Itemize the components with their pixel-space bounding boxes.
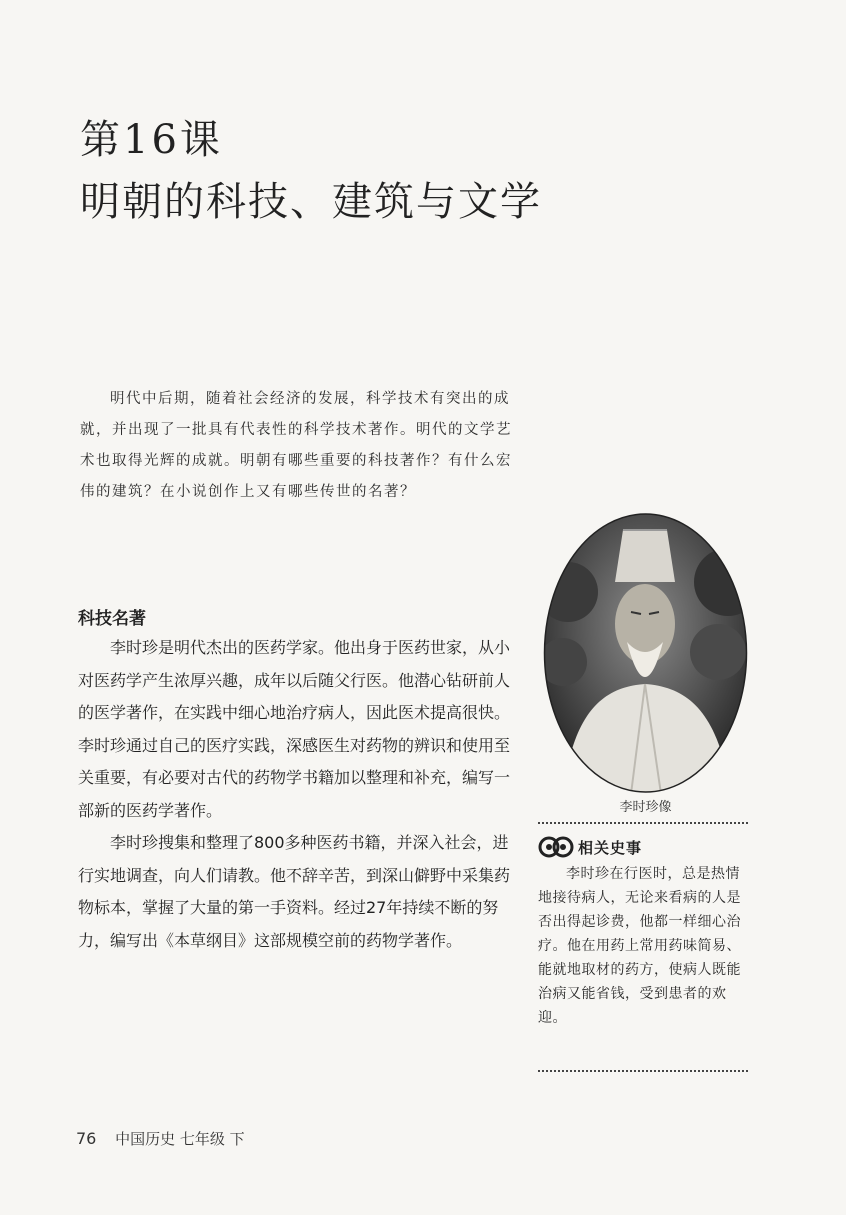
section-heading: 科技名著 (78, 609, 146, 629)
page-number: 76 (76, 1129, 97, 1148)
body-paragraph-1: 李时珍是明代杰出的医药学家。他出身于医药世家，从小对医药学产生浓厚兴趣，成年以后随父行医。他潜心钻研前人的医学著作，在实践中细心地治疗病人，因此医术提高很快。李时珍通过自己的医疗实践，深感医生对药物的辨识和使用至关重要，有必要对古代的药物学书籍加以整理和补充，编写一部新的医药学著作。 (78, 638, 511, 820)
intro-paragraph: 明代中后期，随着社会经济的发展，科学技术有突出的成就，并出现了一批具有代表性的科学技术著作。明代的文学艺术也取得光辉的成就。明朝有哪些重要的科技著作？有什么宏伟的建筑？在小说创作上又有哪些传世的名著？ (80, 391, 512, 500)
portrait-caption: 李时珍像 (619, 800, 672, 815)
book-title: 中国历史 七年级 下 (115, 1130, 245, 1148)
sidebar-header (538, 832, 642, 862)
related-history-icon (538, 832, 574, 862)
body-paragraph-2: 李时珍搜集和整理了800多种医药书籍，并深入社会，进行实地调查，向人们请教。他不辞辛苦，到深山僻野中采集药物标本，掌握了大量的第一手资料。经过27年持续不断的努力，编写出《本草纲目》这部规模空前的药物学著作。 (78, 833, 511, 950)
sidebar-title: 相关史事 (578, 838, 643, 857)
related-history-box (538, 822, 748, 1072)
portrait-image (543, 512, 748, 794)
sidebar-text: 李时珍在行医时，总是热情地接待病人，无论来看病的人是否出得起诊费，他都一样细心治疗。他在用药上常用药味简易、能就地取材的药方，使病人既能治病又能省钱，受到患者的欢迎。 (538, 866, 741, 1026)
lesson-title: 明朝的科技、建筑与文学 (80, 179, 542, 225)
lesson-number: 第16课 (80, 117, 223, 163)
page-footer (76, 1128, 245, 1149)
section-body (78, 632, 518, 957)
